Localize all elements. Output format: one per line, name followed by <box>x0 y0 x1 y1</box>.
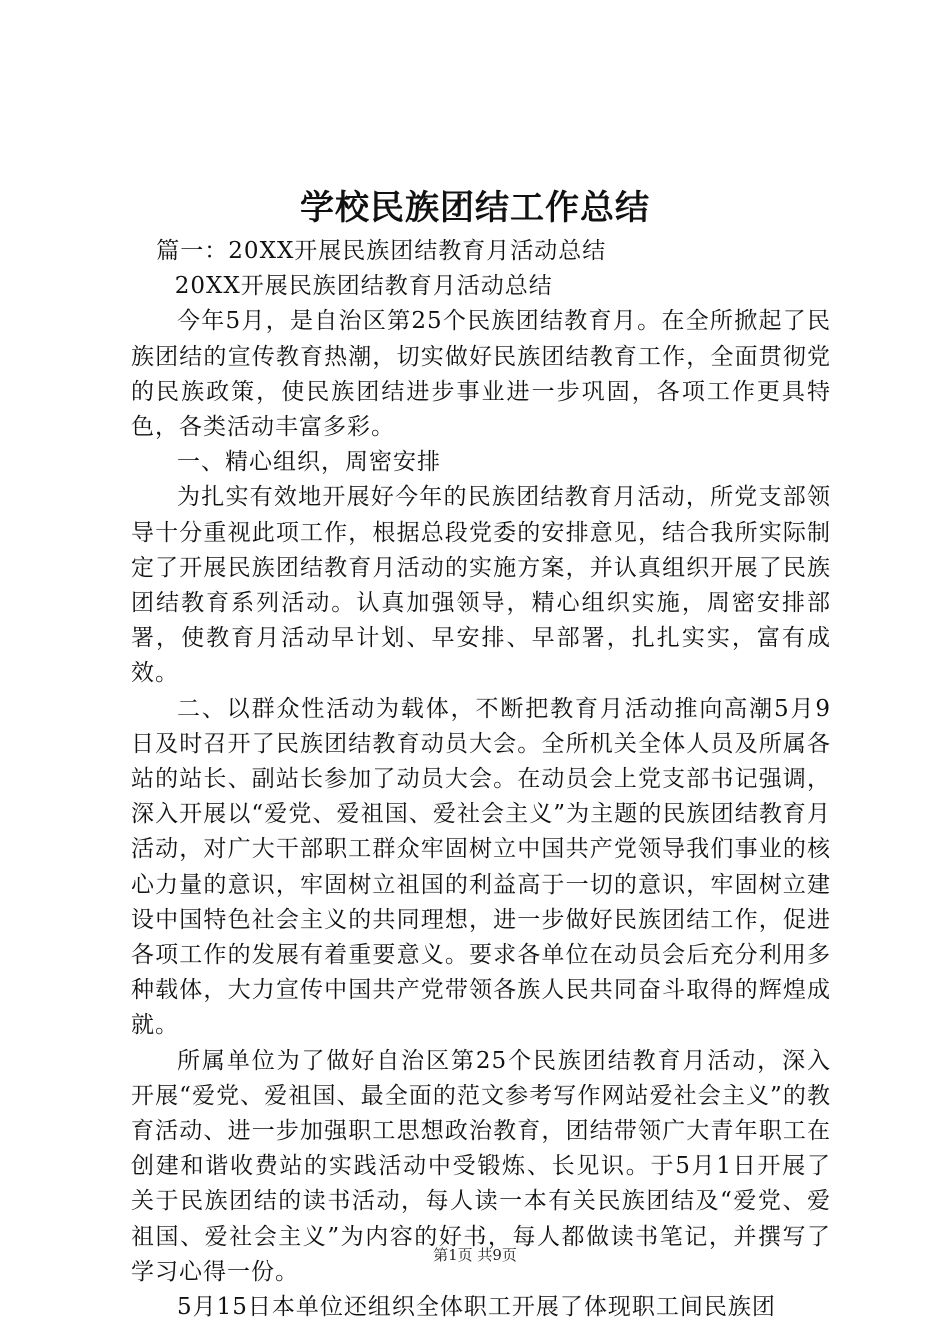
body-paragraph: 今年5月，是自治区第25个民族团结教育月。在全所掀起了民族团结的宣传教育热潮，切实做好民族团结教育工作，全面贯彻党的民族政策，使民族团结进步事业进一步巩固，各项工作更具特色，各类活动丰富多彩。 <box>131 308 831 441</box>
section-heading: 篇一：20XX开展民族团结教育月活动总结 <box>156 238 607 264</box>
body-paragraph: 一、精心组织，周密安排 <box>177 449 441 476</box>
document-title: 学校民族团结工作总结 <box>300 188 650 228</box>
body-paragraph: 5月15日本单位还组织全体职工开展了体现职工间民族团 <box>177 1294 776 1321</box>
body-paragraph: 二、以群众性活动为载体，不断把教育月活动推向高潮5月9日及时召开了民族团结教育动员大会。全所机关全体人员及所属各站的站长、副站长参加了动员大会。在动员会上党支部书记强调，深入开展以“爱党、爱祖国、爱社会主义”为主题的民族团结教育月活动，对广大干部职工群众牢固树立中国共产党领导我们事业的核心力量的意识，牢固树立祖国的利益高于一切的意识，牢固树立建设中国特色社会主义的共同理想，进一步做好民族团结工作，促进各项工作的发展有着重要意义。要求各单位在动员会后充分利用多种载体，大力宣传中国共产党带领各族人民共同奋斗取得的辉煌成就。 <box>131 695 831 1039</box>
page-number-footer: 第1页 共9页 <box>433 1246 517 1264</box>
body-paragraph: 为扎实有效地开展好今年的民族团结教育月活动，所党支部领导十分重视此项工作，根据总段党委的安排意见，结合我所实际制定了开展民族团结教育月活动的实施方案，并认真组织开展了民族团结教育系列活动。认真加强领导，精心组织实施，周密安排部署，使教育月活动早计划、早安排、早部署，扎扎实实，富有成效。 <box>131 484 831 687</box>
body-paragraph: 所属单位为了做好自治区第25个民族团结教育月活动，深入开展“爱党、爱祖国、最全面的范文参考写作网站爱社会主义”的教育活动、进一步加强职工思想政治教育，团结带领广大青年职工在创建和谐收费站的实践活动中受锻炼、长见识。于5月1日开展了关于民族团结的读书活动，每人读一本有关民族团结及“爱党、爱祖国、爱社会主义”为内容的好书，每人都做读书笔记，并撰写了学习心得一份。 <box>131 1047 831 1285</box>
section-subheading: 20XX开展民族团结教育月活动总结 <box>174 273 553 300</box>
document-body <box>131 234 831 1325</box>
